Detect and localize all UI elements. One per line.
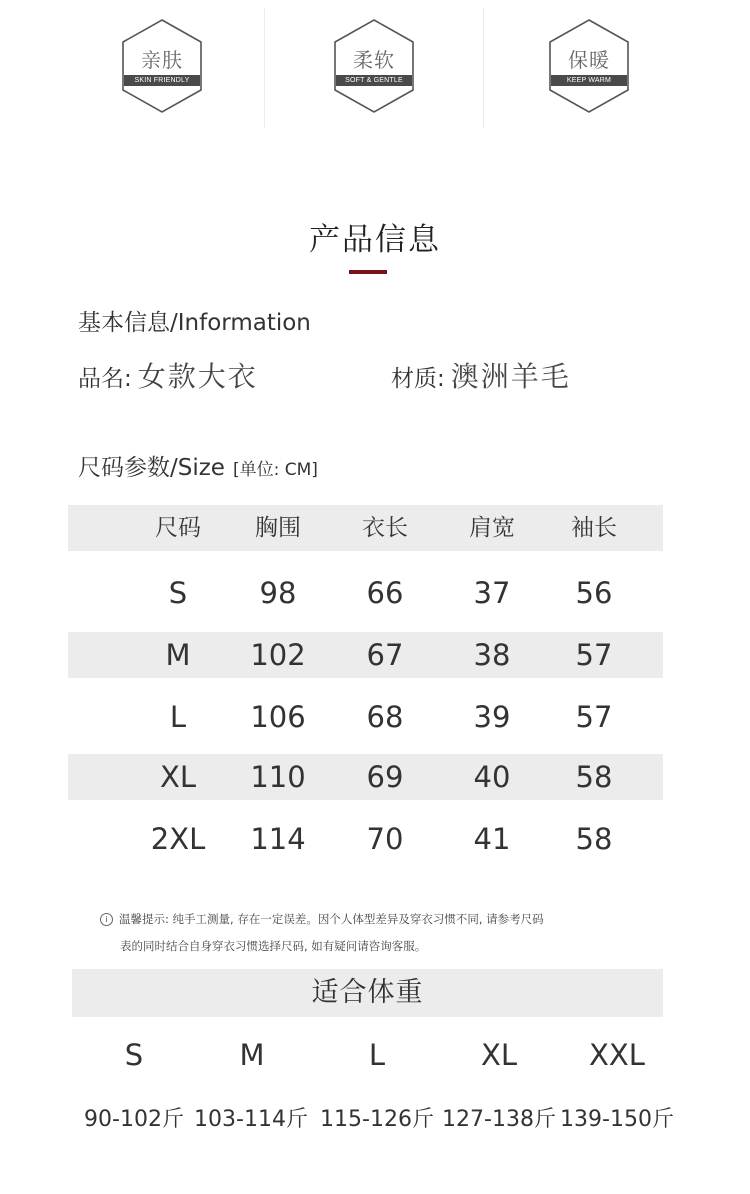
product-name-label: 品名: (78, 366, 132, 392)
table-cell: 41 (473, 822, 511, 856)
table-cell: 39 (473, 700, 511, 734)
size-params-title: 尺码参数/Size (78, 455, 225, 481)
table-cell: 70 (366, 822, 404, 856)
table-cell: S (168, 576, 188, 610)
table-cell: XL (159, 760, 197, 794)
badge-title: 保暖 (568, 48, 610, 72)
table-cell: 56 (575, 576, 613, 610)
table-cell: 66 (366, 576, 404, 610)
title-underline (349, 270, 387, 274)
header-cell: 胸围 (255, 515, 301, 541)
badge-title: 柔软 (353, 48, 395, 72)
tip-line-1: 温馨提示: 纯手工测量, 存在一定误差。因个人体型差异及穿衣习惯不同, 请参考尺码 (119, 912, 544, 926)
table-row (68, 754, 663, 800)
product-material (391, 355, 571, 395)
header-cell: 衣长 (362, 515, 408, 541)
size-params-label (78, 449, 318, 482)
table-cell: 114 (250, 822, 306, 856)
weight-size: L (368, 1038, 386, 1072)
badge-skin-friendly (120, 18, 204, 114)
badge-keep-warm (547, 18, 631, 114)
weight-range: 127-138斤 (442, 1107, 556, 1132)
table-cell: 38 (473, 638, 511, 672)
product-name (78, 355, 258, 395)
weight-size: S (124, 1038, 144, 1072)
table-cell: M (165, 638, 191, 672)
product-name-value: 女款大衣 (137, 360, 258, 393)
info-icon: i (100, 913, 113, 926)
weight-range: 103-114斤 (194, 1107, 308, 1132)
section-title: 产品信息 (309, 222, 441, 258)
table-cell: 69 (366, 760, 404, 794)
table-cell: 102 (250, 638, 306, 672)
tip-line-2: 表的同时结合自身穿衣习惯选择尺码, 如有疑问请咨询客服。 (120, 939, 427, 953)
weight-range: 90-102斤 (84, 1107, 184, 1132)
weight-title: 适合体重 (72, 969, 663, 1017)
weight-size: XL (480, 1038, 518, 1072)
table-cell: L (169, 700, 187, 734)
table-row (68, 570, 663, 616)
header-cell: 尺码 (155, 515, 201, 541)
table-cell: 67 (366, 638, 404, 672)
measurement-tip (100, 906, 544, 960)
badge-soft-gentle (332, 18, 416, 114)
header-cell: 肩宽 (469, 515, 515, 541)
table-row (68, 632, 663, 678)
table-header (68, 505, 663, 551)
table-cell: 110 (250, 760, 306, 794)
table-cell: 2XL (150, 822, 206, 856)
table-cell: 58 (575, 822, 613, 856)
badge-subtitle: KEEP WARM (551, 75, 627, 86)
size-unit: [单位: CM] (232, 460, 318, 480)
table-cell: 37 (473, 576, 511, 610)
table-row (68, 694, 663, 740)
weight-range: 115-126斤 (320, 1107, 434, 1132)
table-cell: 58 (575, 760, 613, 794)
divider (264, 8, 265, 128)
material-label: 材质: (391, 366, 445, 392)
basic-info-label: 基本信息/Information (78, 310, 311, 336)
table-cell: 68 (366, 700, 404, 734)
weight-range: 139-150斤 (560, 1107, 674, 1132)
table-cell: 57 (575, 638, 613, 672)
table-row (68, 816, 663, 862)
badge-title: 亲肤 (141, 48, 183, 72)
material-value: 澳洲羊毛 (450, 360, 571, 393)
table-cell: 98 (259, 576, 297, 610)
header-cell: 袖长 (571, 515, 617, 541)
table-cell: 40 (473, 760, 511, 794)
weight-size: XXL (589, 1038, 645, 1072)
badge-subtitle: SOFT & GENTLE (336, 75, 412, 86)
table-cell: 106 (250, 700, 306, 734)
badge-subtitle: SKIN FRIENDLY (124, 75, 200, 86)
divider (483, 8, 484, 128)
weight-size: M (239, 1038, 265, 1072)
table-cell: 57 (575, 700, 613, 734)
